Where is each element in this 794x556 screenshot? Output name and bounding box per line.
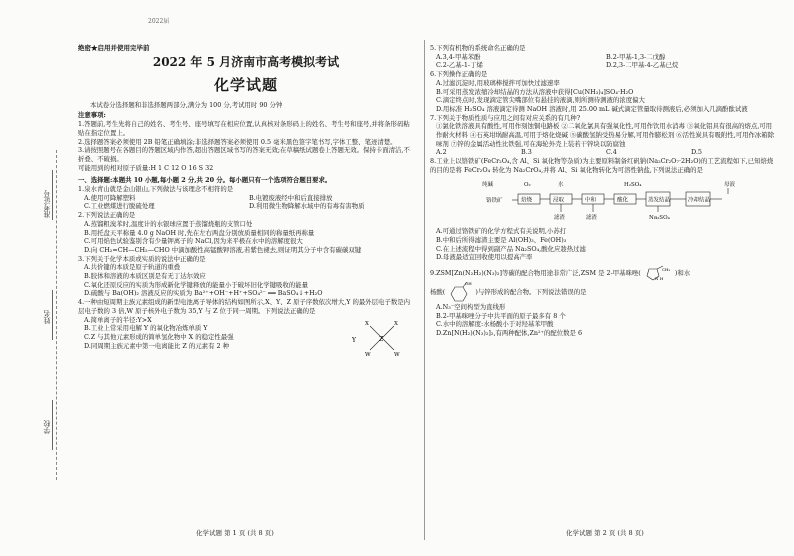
option-6a: A.过滤沉淀时,用玻璃棒搅拌可加快过滤速率 <box>436 78 560 87</box>
option-7d: D.5 <box>691 148 702 157</box>
flow-step-5: 蒸发结晶 <box>648 197 671 204</box>
struct-label-y: Y <box>352 336 356 344</box>
question-8: 8.工业上以铬铁矿(FeCr₂O₄,含 Al、Si 氧化物等杂质)为主要原料制备红矾钠(Na₂Cr₂O₇·2H₂O)的工艺流程如下,已知焙烧的目的是将 FeCr₂O₄ 转化为 Na₂CrO₄,并将 Al、Si 氧化物转化为可溶性钠盐,下列说法正确的是 <box>430 157 774 174</box>
question-3: 3.下列关于化学本质或实质的说法中正确的是 <box>78 254 206 263</box>
option-3a: A.共价键的本质是原子轨道的重叠 <box>84 263 181 272</box>
flow-reagent-3: 水 <box>558 181 564 188</box>
question-4-body <box>78 316 414 360</box>
option-8a: A.可通过铬铁矿的化学方程式有关说明,小苏打 <box>436 227 567 236</box>
option-1d: D.利用微生物降解水域中的有毒有害物质 <box>249 202 365 211</box>
question-7-options <box>430 148 776 157</box>
question-9-line-1 <box>430 265 776 281</box>
methyl-label: CH₃ <box>661 267 670 273</box>
struct-label-w2: W <box>394 351 400 358</box>
question-7: 7.下列关于物质性质与应用之间有对应关系的有几种? <box>430 113 581 122</box>
option-1b: B.电镀废液经中和后直接排放 <box>249 193 333 202</box>
notice-2: 2.选择题答案必须使用 2B 铅笔正确填涂;非选择题答案必须使用 0.5 毫米黑色签字笔书写,字体工整、笔迹清楚。 <box>78 137 397 146</box>
option-5a: A.3,4-甲基苯酚 <box>436 52 481 61</box>
flow-step-1: 焙烧 <box>521 197 533 204</box>
secret-mark: 绝密★启用并使用完毕前 <box>78 44 150 52</box>
binding-strip <box>12 150 72 480</box>
name-label: 姓名 <box>43 310 51 324</box>
atomic-mass: 可能用到的相对原子质量:H 1 C 12 O 16 S 32 <box>78 163 214 172</box>
exam-title: 2022 年 5 月济南市高考模拟考试 <box>152 54 340 69</box>
option-7a: A.2 <box>436 148 447 157</box>
flow-output-2: 滤渣 <box>586 214 598 221</box>
struct-label-x1: X <box>365 320 369 327</box>
option-4c: C.Z 与其他元素形成的简单氢化物中 X 的稳定性最强 <box>84 332 234 341</box>
question-9-text-1b: )和水 <box>674 269 691 278</box>
question-5: 5.下列有机物的系统命名正确的是 <box>430 44 526 52</box>
methylimidazole-structure <box>643 265 673 281</box>
flow-step-3: 中和 <box>585 197 597 204</box>
option-8d: D.母液最适宜回收使用以提高产率 <box>436 253 533 262</box>
struct-label-w1: W <box>365 351 371 358</box>
option-5b: B.2-甲基-1,3-二戊醇 <box>606 52 666 61</box>
struct-label-x2: X <box>394 320 398 327</box>
flow-raw-material: 铬铁矿 <box>486 197 503 204</box>
option-9b: B.2-甲基咪唑分子中共平面的原子最多有 8 个 <box>436 311 566 320</box>
question-9-text-2b: )与锌形成的配合物。下列说法错误的是 <box>475 288 587 297</box>
flow-step-4: 酸化 <box>617 197 629 204</box>
option-2b: B.用托盘天平称量 4.0 g NaOH 时,先在左右两盘分别放质量相同的称量纸再称量 <box>84 228 315 237</box>
question-1-options-2 <box>78 202 414 211</box>
notice-head: 注意事项: <box>78 111 106 120</box>
nh-label: N H <box>654 276 664 282</box>
question-5-options-2 <box>430 61 776 70</box>
option-1c: C.工业燃煤进行脱硫处理 <box>84 202 155 211</box>
notice-3: 3.请按照题号在各题目的答题区域内作答,超出答题区域书写的答案无效;在草稿纸试题卷上答题无效。保持卡面清洁,不折叠、不破损。 <box>78 146 410 163</box>
footer-page-2: 化学试题 第 2 页 (共 8 页) <box>566 529 644 537</box>
oh-label: OH <box>465 281 473 287</box>
question-9-line-2 <box>430 281 776 303</box>
option-1a: A.使用可降解塑料 <box>84 193 136 202</box>
option-5c: C.2-乙基-1-丁烯 <box>436 61 483 70</box>
right-page <box>430 44 776 524</box>
question-6: 6.下列操作正确的是 <box>430 70 488 79</box>
flow-reagent-1: 纯碱 <box>482 181 494 188</box>
option-5d: D.2,3-二甲基-4-乙基已烷 <box>606 61 679 70</box>
option-6c: C.滴定终点时,发现滴定管尖嘴部位有悬挂的液滴,则所测待测液的浓度偏大 <box>436 96 645 105</box>
flow-step-2: 浸取 <box>553 197 565 204</box>
name-field[interactable] <box>52 290 60 340</box>
year-mark: 2022届 <box>148 18 170 25</box>
flow-output-1: 滤渣 <box>554 214 566 221</box>
option-7b: B.3 <box>521 148 532 157</box>
school-label: 学校 <box>43 420 51 434</box>
page-divider <box>424 40 425 540</box>
option-4b: B.工业上常采用电解 Y 的氧化物冶炼单质 Y <box>84 324 208 333</box>
option-4d: D.同周期主族元素中第一电离能比 Z 的元素有 2 种 <box>84 341 229 350</box>
salicylic-acid-structure <box>447 281 473 303</box>
option-3b: B.胶体和溶液的本质区别是有无丁达尔效应 <box>84 272 206 281</box>
ion-structure-diagram <box>348 316 414 360</box>
question-1: 1.泉水青山就是金山银山,下列做法与该理念不相符的是 <box>78 185 234 194</box>
option-8b: B.中和后所得滤渣主要是 Al(OH)₃、Fe(OH)₃ <box>436 235 567 244</box>
option-3d: D.硫酸与 Ba(OH)₂ 溶液反应的实质为 Ba²⁺+OH⁻+H⁺+SO₄²⁻ ══ BaSO₄↓+H₂O <box>84 289 323 298</box>
option-2c: C.可用焰色试验鉴别含有少量钾离子的 NaCl,因为来平极在水中的溶解度很大 <box>84 237 303 246</box>
question-7-body: ①氯化铁溶液具有酸性,可用作刻蚀铜电路板 ②二氧化氯具有强氧化性,可用作饮用水消毒 ③氧化铝具有很高的熔点,可用作耐火材料 ④石英坩埚耐高温,可用于熔化烧碱 ⑤碳酸氢钠受热易分解,可用作膨松剂 ⑥活性炭具有吸附性,可用作冰箱除味剂 ⑦锌的金属活动性比铁强,可在海轮外壳上装若干锌块以防腐蚀 <box>436 122 775 148</box>
option-4a: A.简单离子的半径:Y>X <box>84 315 152 324</box>
option-7c: C.4 <box>606 148 617 157</box>
option-8c: C.在上述流程中得到副产品 Na₂SO₄,酸化应趁热过滤 <box>436 244 586 253</box>
exam-no-field[interactable] <box>52 170 60 220</box>
flow-step-6: 冷却结晶 <box>688 197 711 204</box>
school-field[interactable] <box>52 400 60 450</box>
intro-text: 本试卷分选择题和非选择题两部分,满分为 100 分,考试用时 90 分钟 <box>90 100 283 109</box>
notice-1: 1.答题前,考生先将自己的姓名、考生号、座号填写在相应位置,认真核对条形码上的姓名、考生号和座号,并将条形码粘贴在指定位置上。 <box>78 120 410 137</box>
struct-label-z: Z <box>379 335 384 343</box>
option-9a: A.N₃⁻空间构型为直线形 <box>436 303 506 312</box>
footer-page-1: 化学试题 第 1 页 (共 8 页) <box>196 529 274 537</box>
flow-reagent-4: H₂SO₄ <box>624 181 642 188</box>
process-flow-diagram <box>430 178 776 222</box>
option-6d: D.用标准 H₂SO₄ 溶液滴定待测 NaOH 溶液时,用 25.00 mL 碱式滴定管量取待测液后,必须加入几滴酚酞试液 <box>436 104 748 113</box>
question-9-text-2: 杨酸( <box>430 288 446 297</box>
flow-output-3: Na₂SO₄ <box>649 214 670 221</box>
flow-product: 母液 <box>724 181 736 188</box>
option-3c: C.氧化还原反应的实质为形成新化学键释放的能量小于破坏旧化学键吸收的能量 <box>84 280 308 289</box>
question-2: 2.下列说法正确的是 <box>78 211 136 220</box>
option-2a: A.蒸馏粗溴苯时,温度计的水银球应置于蒸馏烧瓶的支管口处 <box>84 219 253 228</box>
option-9d: D.Zn[N(H₂)(N₃)₂]₂,有两种配体,Zn²⁺的配位数是 6 <box>436 329 583 338</box>
flow-reagent-2: O₂ <box>524 181 531 188</box>
subject-title: 化学试题 <box>213 75 278 94</box>
option-6b: B.可采用蒸发浓缩冷却结晶的方法从溶液中获得[Cu(NH₃)₄]SO₄·H₂O <box>436 87 634 96</box>
section-1-head: 一、选择题:本题共 10 小题,每小题 2 分,共 20 分。每小题只有一个选项符合题目要求。 <box>78 176 332 185</box>
left-page <box>78 44 414 524</box>
option-2d: D.向 CH₂=CH—CH₂—CHO 中滴加酸性高锰酸钾溶液,若紫色褪去,则证明其分子中含有碳碳双键 <box>84 245 362 254</box>
option-9c: C.水中的溶解度:水杨酸小于对羟基苯甲酸 <box>436 320 554 329</box>
question-9-text-1: 9.ZSM[Zn(N₂H₂)(N₃)₂]等碳的配合物用途非常广泛,ZSM 是 2-甲基咪唑( <box>430 269 641 278</box>
question-4: 4.一种由短周期主族元素组成的新型电池离子导体的结构如图所示,X、Y、Z 原子序数依次增大,Y 的最外层电子数是内层电子数的 3 倍,W 原子核外电子数为 35,Y 与 Z 位于同一周期。下列说法正确的是 <box>78 298 411 315</box>
exam-no-label: 准考证号 <box>43 190 51 218</box>
